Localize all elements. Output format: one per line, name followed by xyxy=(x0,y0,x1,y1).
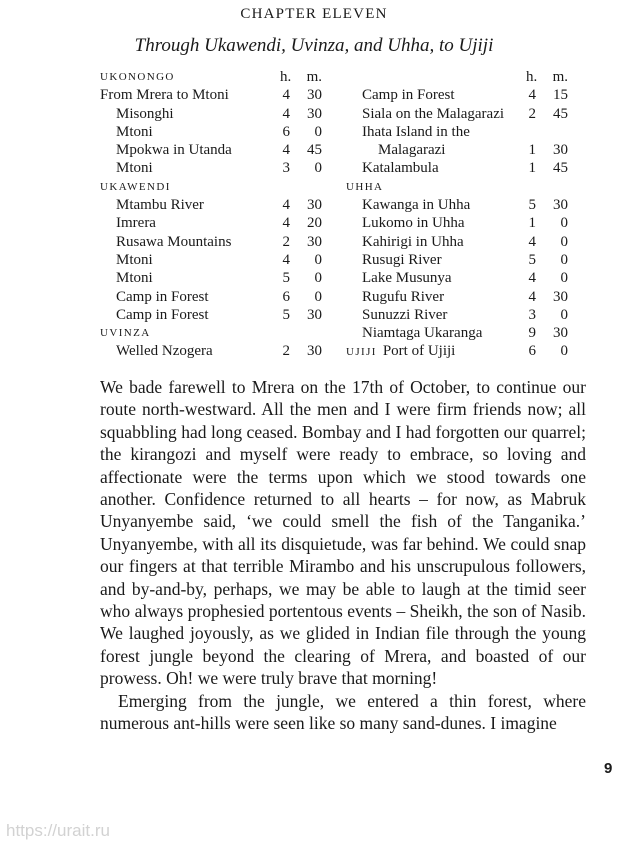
itinerary-row xyxy=(100,159,322,177)
region-name: UKONONGO xyxy=(100,71,175,83)
itinerary-place: Niamtaga Ukaranga xyxy=(362,325,483,342)
itinerary-place: Kahirigi in Uhha xyxy=(362,233,464,250)
minutes-value: 15 xyxy=(553,87,568,104)
itinerary-place: Mtambu River xyxy=(116,197,204,214)
hours-column-label: h. xyxy=(526,69,538,85)
minutes-value: 30 xyxy=(553,142,568,159)
itinerary-row xyxy=(346,288,568,306)
hours-value: 5 xyxy=(528,251,536,268)
hours-value: 5 xyxy=(282,306,290,323)
minutes-value: 20 xyxy=(307,215,322,232)
itinerary-row xyxy=(346,214,568,232)
region-name: UHHA xyxy=(346,180,384,193)
itinerary-row xyxy=(346,342,568,360)
itinerary-place: Camp in Forest xyxy=(116,288,209,305)
minutes-value: 30 xyxy=(553,288,568,305)
minutes-value: 0 xyxy=(560,251,568,268)
minutes-value: 30 xyxy=(307,306,322,323)
itinerary-place: Lake Musunya xyxy=(362,270,452,287)
itinerary-row xyxy=(100,251,322,269)
hours-value: 1 xyxy=(528,142,536,159)
hours-value: 4 xyxy=(282,142,290,159)
hours-value: 4 xyxy=(528,87,536,104)
itinerary-place: Siala on the Malagarazi xyxy=(362,105,505,122)
hours-column-label: h. xyxy=(280,69,292,85)
minutes-value: 0 xyxy=(560,306,568,323)
itinerary-place: Welled Nzogera xyxy=(116,343,213,360)
itinerary-row xyxy=(346,123,568,141)
itinerary-place: Camp in Forest xyxy=(116,306,209,323)
itinerary-row xyxy=(100,141,322,159)
minutes-value: 0 xyxy=(314,160,322,177)
hours-value: 6 xyxy=(282,123,290,140)
minutes-value: 0 xyxy=(314,288,322,305)
hours-value: 4 xyxy=(528,270,536,287)
itinerary-place: Misonghi xyxy=(116,105,174,122)
itinerary-row xyxy=(346,233,568,251)
hours-value: 4 xyxy=(528,233,536,250)
minutes-value: 45 xyxy=(307,142,322,159)
itinerary-row xyxy=(346,159,568,177)
itinerary-right-column xyxy=(346,68,568,361)
hours-value: 4 xyxy=(282,105,290,122)
itinerary-row xyxy=(346,68,568,86)
itinerary-region-header xyxy=(100,324,322,342)
hours-value: 4 xyxy=(528,288,536,305)
itinerary-row xyxy=(346,306,568,324)
itinerary-place: Kawanga in Uhha xyxy=(362,197,471,214)
minutes-value: 30 xyxy=(307,343,322,360)
body-text xyxy=(100,376,586,735)
itinerary-place: Camp in Forest xyxy=(362,87,455,104)
itinerary-place: Rusawa Mountains xyxy=(116,233,232,250)
paragraph: Emerging from the jungle, we entered a thin forest, where numerous ant-hills were seen like so many sand-dunes. I imagine xyxy=(100,690,586,734)
itinerary-row xyxy=(346,324,568,342)
itinerary-place: Mtoni xyxy=(116,270,153,287)
hours-value: 3 xyxy=(528,306,536,323)
itinerary-region-header xyxy=(346,178,568,196)
itinerary-row xyxy=(100,86,322,104)
itinerary-row xyxy=(100,214,322,232)
itinerary-place: Rugufu River xyxy=(362,288,445,305)
page-number: 9 xyxy=(604,760,613,777)
hours-value: 4 xyxy=(282,251,290,268)
itinerary-row xyxy=(346,141,568,159)
hours-value: 1 xyxy=(528,215,536,232)
minutes-value: 30 xyxy=(307,105,322,122)
itinerary-row xyxy=(100,123,322,141)
region-name: UKAWENDI xyxy=(100,180,171,193)
hours-value: 5 xyxy=(282,270,290,287)
itinerary-row xyxy=(100,342,322,360)
itinerary-region-header xyxy=(100,68,322,86)
region-name: UVINZA xyxy=(100,327,151,340)
chapter-subtitle: Through Ukawendi, Uvinza, and Uhha, to Ujiji xyxy=(134,35,494,56)
itinerary-row xyxy=(346,86,568,104)
minutes-value: 45 xyxy=(553,160,568,177)
itinerary-place: Mtoni xyxy=(116,160,153,177)
hours-value: 4 xyxy=(282,215,290,232)
itinerary-place: Imrera xyxy=(116,215,156,232)
itinerary-place: From Mrera to Mtoni xyxy=(100,87,229,104)
minutes-value: 0 xyxy=(560,215,568,232)
minutes-value: 45 xyxy=(553,105,568,122)
itinerary-place: UJIJI Port of Ujiji xyxy=(346,343,456,360)
hours-value: 5 xyxy=(528,197,536,214)
itinerary-row xyxy=(346,105,568,123)
minutes-value: 0 xyxy=(314,123,322,140)
minutes-value: 30 xyxy=(553,325,568,342)
minutes-value: 30 xyxy=(307,233,322,250)
minutes-value: 0 xyxy=(560,270,568,287)
itinerary-row xyxy=(346,251,568,269)
hours-value: 4 xyxy=(282,87,290,104)
itinerary-row xyxy=(346,196,568,214)
itinerary-row xyxy=(100,233,322,251)
itinerary-place: Mtoni xyxy=(116,251,153,268)
minutes-value: 30 xyxy=(553,197,568,214)
itinerary-place: Katalambula xyxy=(362,160,439,177)
minutes-value: 30 xyxy=(307,197,322,214)
itinerary-place: Sunuzzi River xyxy=(362,306,448,323)
itinerary-region-header xyxy=(100,178,322,196)
hours-value: 6 xyxy=(282,288,290,305)
minutes-column-label: m. xyxy=(552,69,568,85)
itinerary-left-column xyxy=(100,68,322,361)
hours-value: 2 xyxy=(528,105,536,122)
itinerary-row xyxy=(100,288,322,306)
minutes-value: 0 xyxy=(560,233,568,250)
minutes-value: 0 xyxy=(314,251,322,268)
minutes-value: 0 xyxy=(314,270,322,287)
minutes-value: 30 xyxy=(307,87,322,104)
paragraph: We bade farewell to Mrera on the 17th of October, to continue our route north-westward. All the men and I were firm friends now; all squabbling had long ceased. Bombay and I had forgotten our quarrel; the kirangozi and myself were ready to embrace, so loving and affectionate were the terms upon which we stood towards one another. Confidence returned to all hearts – for now, as Mabruk Unyanyembe said, ‘we could smell the fish of the Tanganika.’ Unyanyembe, with all its disquietude, was far behind. We could snap our fingers at that terrible Mirambo and his unscrupulous followers, and by-and-by, perhaps, we may be able to laugh at the timid seer who always prophesied portentous events – Sheikh, the son of Nasib. We laughed joyously, as we glided in Indian file through the young forest jungle beyond the clearing of Mrera, and boasted of our prowess. Oh! we were truly brave that morning! xyxy=(100,377,586,689)
hours-value: 2 xyxy=(282,233,290,250)
itinerary-place: Lukomo in Uhha xyxy=(362,215,465,232)
hours-value: 3 xyxy=(282,160,290,177)
itinerary-place: Rusugi River xyxy=(362,251,442,268)
itinerary-row xyxy=(346,269,568,287)
hours-value: 9 xyxy=(528,325,536,342)
itinerary-place: Ihata Island in the xyxy=(362,123,470,140)
itinerary-place: Malagarazi xyxy=(378,142,446,159)
itinerary-place: Mpokwa in Utanda xyxy=(116,142,232,159)
hours-value: 1 xyxy=(528,160,536,177)
itinerary-row xyxy=(100,105,322,123)
chapter-heading: CHAPTER ELEVEN xyxy=(240,6,388,22)
itinerary-row xyxy=(100,269,322,287)
watermark-url: https://urait.ru xyxy=(6,821,110,840)
minutes-column-label: m. xyxy=(306,69,322,85)
hours-value: 6 xyxy=(528,343,536,360)
minutes-value: 0 xyxy=(560,343,568,360)
hours-value: 4 xyxy=(282,197,290,214)
itinerary-place: Mtoni xyxy=(116,123,153,140)
itinerary-region-label: UJIJI xyxy=(346,346,377,359)
hours-value: 2 xyxy=(282,343,290,360)
itinerary-row xyxy=(100,306,322,324)
itinerary-row xyxy=(100,196,322,214)
